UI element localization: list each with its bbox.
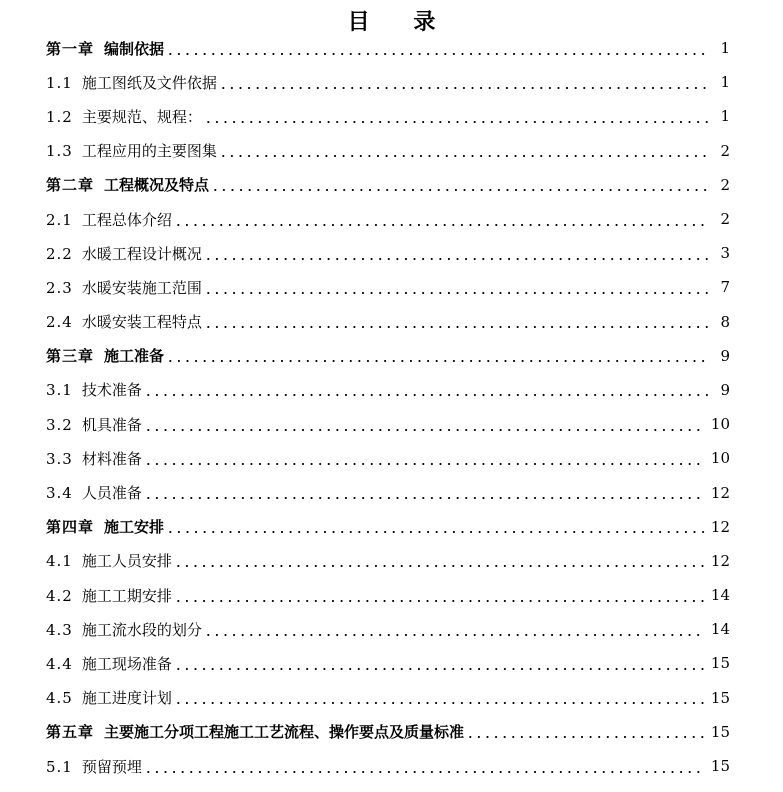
toc-entry-number: 第四章 (46, 518, 95, 537)
toc-section-entry[interactable] (46, 646, 730, 680)
toc-entry-title: 施工工期安排 (81, 586, 172, 605)
dot-leader (166, 519, 705, 534)
toc-section-entry[interactable] (46, 475, 730, 509)
toc-entry-title: 水暖工程设计概况 (81, 244, 202, 263)
dot-leader (166, 41, 710, 56)
toc-entry-title: 工程应用的主要图集 (81, 142, 217, 161)
toc-entry-number: 5.1 (46, 757, 73, 776)
toc-section-entry[interactable] (46, 441, 730, 475)
toc-entry-label (46, 550, 172, 571)
toc-entry-title: 技术准备 (81, 381, 142, 400)
toc-entry-label (46, 209, 172, 230)
toc-entry-number: 4.3 (46, 620, 73, 639)
toc-page-number: 1 (720, 39, 730, 58)
toc-entry-label (46, 243, 202, 264)
toc-section-entry[interactable] (46, 373, 730, 407)
toc-entry-title: 施工图纸及文件依据 (81, 73, 217, 92)
toc-page-number: 14 (710, 620, 730, 639)
toc-entry-label (46, 277, 202, 298)
dot-leader (204, 280, 710, 295)
toc-entry-number: 3.4 (46, 484, 73, 503)
toc-entry-title: 工程总体介绍 (81, 210, 172, 229)
toc-page-number: 2 (720, 141, 730, 160)
toc-chapter-entry[interactable] (46, 168, 730, 202)
toc-entry-label (46, 414, 142, 435)
toc-entry-number: 3.2 (46, 415, 73, 434)
dot-leader (174, 553, 705, 568)
toc-entry-number: 1.3 (46, 142, 73, 161)
dot-leader (204, 622, 705, 637)
toc-page-number: 12 (710, 517, 730, 536)
dot-leader (211, 177, 710, 192)
toc-entry-title: 材料准备 (81, 449, 142, 468)
toc-page-number: 1 (720, 107, 730, 126)
dot-leader (219, 75, 710, 90)
dot-leader (204, 246, 710, 261)
toc-page-number: 10 (710, 415, 730, 434)
dot-leader (166, 348, 710, 363)
toc-section-entry[interactable] (46, 407, 730, 441)
table-of-contents (46, 31, 730, 783)
toc-entry-label (46, 653, 172, 674)
toc-entry-number: 2.3 (46, 278, 73, 297)
toc-entry-label (46, 140, 217, 161)
toc-entry-label (46, 482, 142, 503)
toc-entry-number: 2.1 (46, 210, 73, 229)
dot-leader (144, 382, 710, 397)
toc-entry-number: 1.1 (46, 73, 73, 92)
dot-leader (174, 690, 705, 705)
toc-entry-label (46, 379, 142, 400)
toc-entry-label (46, 345, 164, 366)
toc-page-number: 15 (710, 722, 730, 741)
toc-page-number: 7 (720, 278, 730, 297)
toc-entry-title: 施工人员安排 (81, 552, 172, 571)
toc-section-entry[interactable] (46, 236, 730, 270)
toc-section-entry[interactable] (46, 305, 730, 339)
dot-leader (204, 109, 710, 124)
toc-entry-number: 4.1 (46, 552, 73, 571)
dot-leader (144, 417, 705, 432)
toc-entry-title: 水暖安装施工范围 (81, 278, 202, 297)
toc-entry-title: 施工安排 (104, 518, 165, 537)
toc-entry-title: 工程概况及特点 (104, 176, 210, 195)
toc-entry-number: 4.4 (46, 654, 73, 673)
dot-leader (204, 314, 710, 329)
toc-section-entry[interactable] (46, 544, 730, 578)
toc-section-entry[interactable] (46, 749, 730, 783)
toc-entry-title: 主要规范、规程： (81, 107, 202, 126)
toc-entry-label (46, 516, 164, 537)
toc-entry-number: 2.2 (46, 244, 73, 263)
toc-chapter-entry[interactable] (46, 510, 730, 544)
toc-entry-title: 施工流水段的划分 (81, 620, 202, 639)
toc-page-number: 14 (710, 586, 730, 605)
toc-section-entry[interactable] (46, 65, 730, 99)
toc-chapter-entry[interactable] (46, 715, 730, 749)
toc-entry-label (46, 448, 142, 469)
toc-page-number: 9 (720, 346, 730, 365)
toc-entry-number: 第三章 (46, 347, 95, 366)
toc-entry-label (46, 106, 202, 127)
toc-page-number: 12 (710, 551, 730, 570)
dot-leader (466, 724, 705, 739)
toc-page-number: 10 (710, 449, 730, 468)
toc-entry-title: 人员准备 (81, 484, 142, 503)
toc-page-number: 3 (720, 244, 730, 263)
toc-entry-label (46, 174, 209, 195)
toc-section-entry[interactable] (46, 202, 730, 236)
page-title: 目 录 (347, 9, 454, 35)
toc-chapter-entry[interactable] (46, 31, 730, 65)
toc-chapter-entry[interactable] (46, 339, 730, 373)
toc-section-entry[interactable] (46, 270, 730, 304)
toc-page-number: 1 (720, 73, 730, 92)
dot-leader (219, 143, 710, 158)
dot-leader (144, 759, 705, 774)
toc-entry-label (46, 619, 202, 640)
toc-entry-label (46, 721, 464, 742)
toc-entry-number: 第二章 (46, 176, 95, 195)
toc-entry-label (46, 585, 172, 606)
toc-page-number: 15 (710, 688, 730, 707)
toc-entry-number: 4.2 (46, 586, 73, 605)
toc-entry-number: 4.5 (46, 689, 73, 708)
toc-page-number: 15 (710, 757, 730, 776)
toc-entry-number: 第五章 (46, 723, 95, 742)
toc-page-number: 2 (720, 175, 730, 194)
toc-entry-title: 预留预埋 (81, 757, 142, 776)
toc-entry-number: 3.1 (46, 381, 73, 400)
toc-page-number: 15 (710, 654, 730, 673)
toc-entry-number: 第一章 (46, 39, 95, 58)
dot-leader (144, 451, 705, 466)
toc-entry-number: 1.2 (46, 107, 73, 126)
toc-entry-title: 编制依据 (104, 39, 165, 58)
toc-page-number: 2 (720, 210, 730, 229)
toc-entry-title: 施工现场准备 (81, 654, 172, 673)
toc-section-entry[interactable] (46, 134, 730, 168)
dot-leader (174, 212, 710, 227)
toc-entry-label (46, 72, 217, 93)
toc-entry-title: 机具准备 (81, 415, 142, 434)
toc-entry-title: 主要施工分项工程施工工艺流程、操作要点及质量标准 (104, 723, 465, 742)
toc-section-entry[interactable] (46, 99, 730, 133)
toc-section-entry[interactable] (46, 612, 730, 646)
toc-entry-title: 施工准备 (104, 347, 165, 366)
toc-entry-label (46, 38, 164, 59)
dot-leader (174, 656, 705, 671)
toc-entry-label (46, 311, 202, 332)
toc-page-number: 9 (720, 380, 730, 399)
toc-entry-title: 水暖安装工程特点 (81, 313, 202, 332)
toc-entry-number: 3.3 (46, 449, 73, 468)
toc-entry-title: 施工进度计划 (81, 689, 172, 708)
toc-section-entry[interactable] (46, 578, 730, 612)
dot-leader (174, 588, 705, 603)
toc-section-entry[interactable] (46, 681, 730, 715)
toc-page-number: 8 (720, 312, 730, 331)
toc-entry-label (46, 687, 172, 708)
dot-leader (144, 485, 705, 500)
toc-entry-number: 2.4 (46, 313, 73, 332)
toc-entry-label (46, 756, 142, 777)
toc-page-number: 12 (710, 483, 730, 502)
